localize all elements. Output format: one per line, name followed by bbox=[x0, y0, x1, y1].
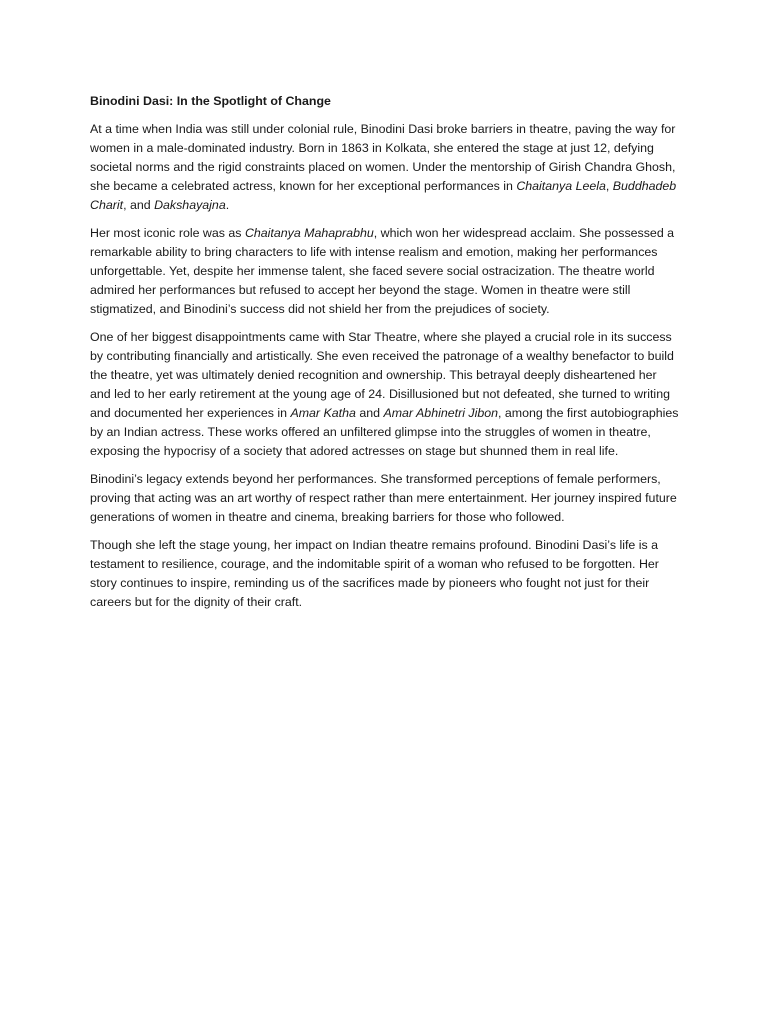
text-run: , and bbox=[123, 198, 155, 212]
text-run: Her most iconic role was as bbox=[90, 226, 245, 240]
italic-title: Dakshayajna bbox=[154, 198, 226, 212]
paragraph bbox=[90, 536, 680, 612]
paragraph bbox=[90, 224, 680, 319]
text-run: and bbox=[355, 406, 384, 420]
italic-title: Amar Abhinetri Jibon bbox=[383, 406, 499, 420]
text-run: , which won her widespread acclaim. She possessed a remarkable ability to bring characters to life with intense realism and emotion, making her performances unforgettable. Yet, despite her immense talent, she faced severe social ostracization. The theatre world admired her performances but refused to accept her beyond the stage. Women in theatre were still stigmatized, and Binodini’s success did not shield her from the prejudices of society. bbox=[90, 226, 675, 316]
text-run: Binodini’s legacy extends beyond her performances. She transformed perceptions of female performers, proving that acting was an art worthy of respect rather than mere entertainment. Her journey inspired future generations of women in theatre and cinema, breaking barriers for those who followed. bbox=[90, 472, 677, 524]
text-run: At a time when India was still under colonial rule, Binodini Dasi broke barriers in theatre, paving the way for women in a male-dominated industry. Born in 1863 in Kolkata, she entered the stage at just 12, defying societal norms and the rigid constraints placed on women. Under the mentorship of Girish Chandra Ghosh, she became a celebrated actress, known for her exceptional performances in bbox=[90, 122, 676, 193]
text-run: Though she left the stage young, her impact on Indian theatre remains profound. Binodini Dasi’s life is a testament to resilience, courage, and the indomitable spirit of a woman who refused to be forgotten. Her story continues to inspire, reminding us of the sacrifices made by pioneers who fought not just for their careers but for the dignity of their craft. bbox=[90, 538, 659, 609]
paragraph bbox=[90, 328, 680, 461]
text-run: , bbox=[605, 179, 613, 193]
italic-title: Chaitanya Leela bbox=[516, 179, 606, 193]
italic-title: Amar Katha bbox=[290, 406, 356, 420]
italic-title: Chaitanya Mahaprabhu bbox=[244, 226, 374, 240]
document-body bbox=[90, 92, 680, 621]
text-run: . bbox=[225, 198, 230, 212]
paragraph bbox=[90, 120, 680, 215]
italic-title: Buddhadeb Charit bbox=[90, 179, 677, 212]
paragraph bbox=[90, 470, 680, 527]
text-run: One of her biggest disappointments came with Star Theatre, where she played a crucial role in its success by contributing financially and artistically. She even received the patronage of a wealthy benefactor to build the theatre, yet was ultimately denied recognition and ownership. This betrayal deeply disheartened her and led to her early retirement at the young age of 24. Disillusioned but not defeated, she turned to writing and documented her experiences in bbox=[90, 330, 674, 420]
document-title: Binodini Dasi: In the Spotlight of Change bbox=[90, 94, 331, 108]
text-run: , among the first autobiographies by an Indian actress. These works offered an unfiltered glimpse into the struggles of women in theatre, exposing the hypocrisy of a society that adored actresses on stage but shunned them in real life. bbox=[90, 406, 679, 458]
